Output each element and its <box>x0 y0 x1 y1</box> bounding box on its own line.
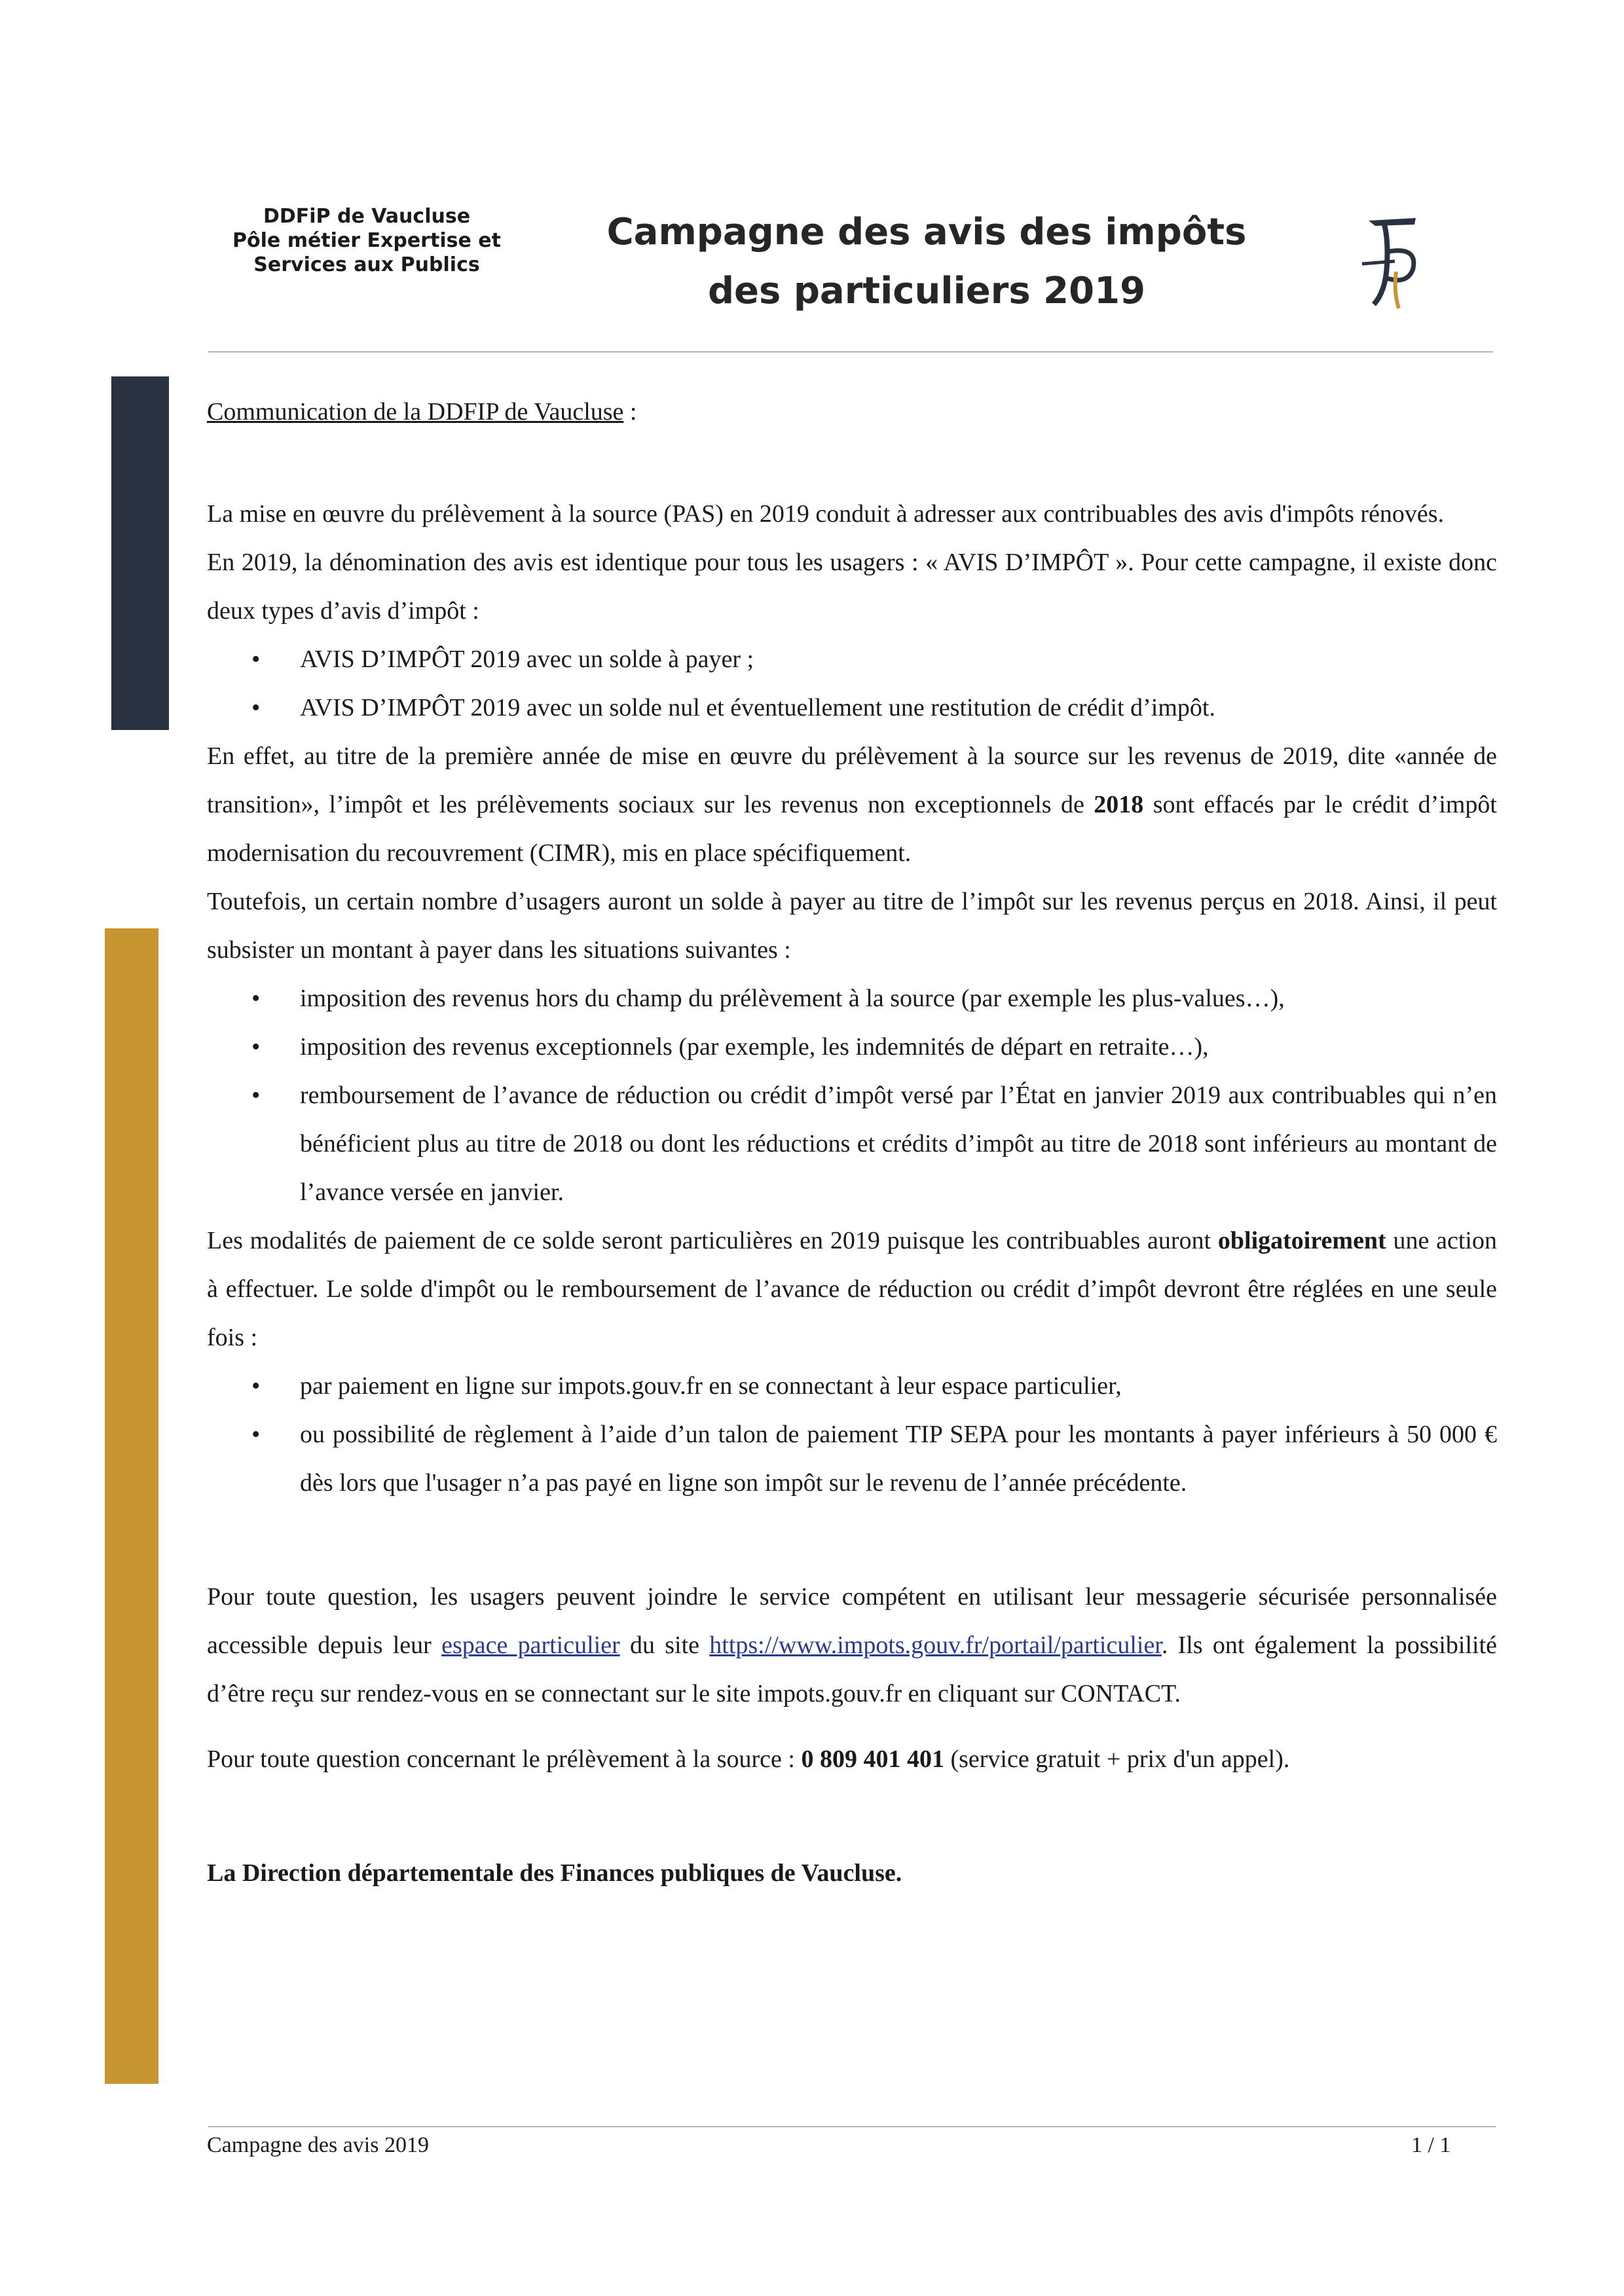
title-line-2: des particuliers 2019 <box>707 270 1146 312</box>
section-heading <box>207 388 1497 436</box>
signature <box>207 1849 1497 1897</box>
p7-text-a: Pour toute question concernant le prélèvement à la source : <box>207 1745 802 1773</box>
list-situations <box>207 974 1497 1216</box>
list-item: • ou possibilité de règlement à l’aide d’un talon de paiement TIP SEPA pour les montants à payer inférieurs à 50 000 € dès lors que l'usager n’a pas payé en ligne son impôt sur le revenu de l’année précédente. <box>207 1410 1497 1507</box>
signature-text: La Direction départementale des Finances publiques de Vaucluse. <box>207 1859 902 1887</box>
org-line-1: DDFiP de Vaucluse <box>263 205 471 228</box>
document-body <box>207 388 1497 1897</box>
list-item: • AVIS D’IMPÔT 2019 avec un solde à payer ; <box>207 635 1497 683</box>
phone-number: 0 809 401 401 <box>801 1745 944 1773</box>
p3-text-b: sont effacés par le crédit d’impôt modernisation du recouvrement (CIMR), mis en place spécifiquement. <box>207 791 1497 867</box>
list-item: • remboursement de l’avance de réduction ou crédit d’impôt versé par l’État en janvier 2019 aux contribuables qui n’en bénéficient plus au titre de 2018 ou dont les réductions et crédits d’impôt au titre de 2018 sont inférieurs au montant de l’avance versée en janvier. <box>207 1071 1497 1216</box>
paragraph-7 <box>207 1735 1497 1783</box>
heading-text: Communication de la DDFIP de Vaucluse <box>207 398 624 426</box>
impots-url-link[interactable]: https://www.impots.gouv.fr/portail/particulier <box>709 1631 1162 1659</box>
page-number: 1 / 1 <box>1411 2133 1451 2157</box>
p6-text-a: Pour toute question, les usagers peuvent joindre le service compétent en utilisant leur messagerie sécurisée personnalisée accessible depuis leur <box>207 1583 1497 1659</box>
footer-title: Campagne des avis 2019 <box>207 2133 429 2157</box>
p6-text-c: . Ils ont également la possibilité d’être reçu sur rendez-vous en se connectant sur le site impots.gouv.fr en cliquant sur CONTACT. <box>207 1631 1498 1707</box>
p3-bold: 2018 <box>1094 791 1144 818</box>
list-item: • par paiement en ligne sur impots.gouv.fr en se connectant à leur espace particulier, <box>207 1362 1497 1410</box>
list-item: • imposition des revenus hors du champ du prélèvement à la source (par exemple les plus-values…), <box>207 974 1497 1023</box>
side-bar-navy <box>111 376 169 730</box>
paragraph-6 <box>207 1573 1497 1718</box>
title-line-1: Campagne des avis des impôts <box>606 211 1247 253</box>
side-bar-gold <box>105 928 158 2084</box>
page-title <box>557 203 1297 321</box>
p5-text-a: Les modalités de paiement de ce solde seront particulières en 2019 puisque les contribuables auront <box>207 1227 1218 1254</box>
paragraph-5 <box>207 1216 1497 1362</box>
list-item: • AVIS D’IMPÔT 2019 avec un solde nul et éventuellement une restitution de crédit d’impôt. <box>207 683 1497 732</box>
dgfip-logo <box>1356 213 1421 311</box>
p3-text-a: En effet, au titre de la première année de mise en œuvre du prélèvement à la source sur les revenus de 2019, dite «année de transition», l’impôt et les prélèvements sociaux sur les revenus non exceptionnels de <box>207 742 1497 818</box>
org-block <box>223 204 511 277</box>
list-payment <box>207 1362 1497 1507</box>
paragraph-4: Toutefois, un certain nombre d’usagers auront un solde à payer au titre de l’impôt sur les revenus perçus en 2018. Ainsi, il peut subsister un montant à payer dans les situations suivantes : <box>207 888 1497 964</box>
p5-bold: obligatoirement <box>1217 1227 1386 1254</box>
paragraph-3 <box>207 732 1497 877</box>
espace-particulier-link[interactable]: espace particulier <box>441 1631 620 1659</box>
heading-suffix: : <box>623 398 637 426</box>
p6-text-b: du site <box>619 1631 710 1659</box>
footer-divider <box>208 2126 1496 2127</box>
list-item: • imposition des revenus exceptionnels (par exemple, les indemnités de départ en retraite…), <box>207 1023 1497 1071</box>
p7-text-b: (service gratuit + prix d'un appel). <box>944 1745 1290 1773</box>
paragraph-1: La mise en œuvre du prélèvement à la source (PAS) en 2019 conduit à adresser aux contribuables des avis d'impôts rénovés. <box>207 500 1445 528</box>
paragraph-2: En 2019, la dénomination des avis est identique pour tous les usagers : « AVIS D’IMPÔT ». Pour cette campagne, il existe donc deux types d’avis d’impôt : <box>207 549 1497 625</box>
org-line-3: Services aux Publics <box>253 253 480 276</box>
org-line-2: Pôle métier Expertise et <box>232 229 501 252</box>
list-avis-types <box>207 635 1497 732</box>
p5-text-b: une action à effectuer. Le solde d'impôt ou le remboursement de l’avance de réduction ou crédit d’impôt devront être réglées en une seule fois : <box>207 1227 1497 1351</box>
